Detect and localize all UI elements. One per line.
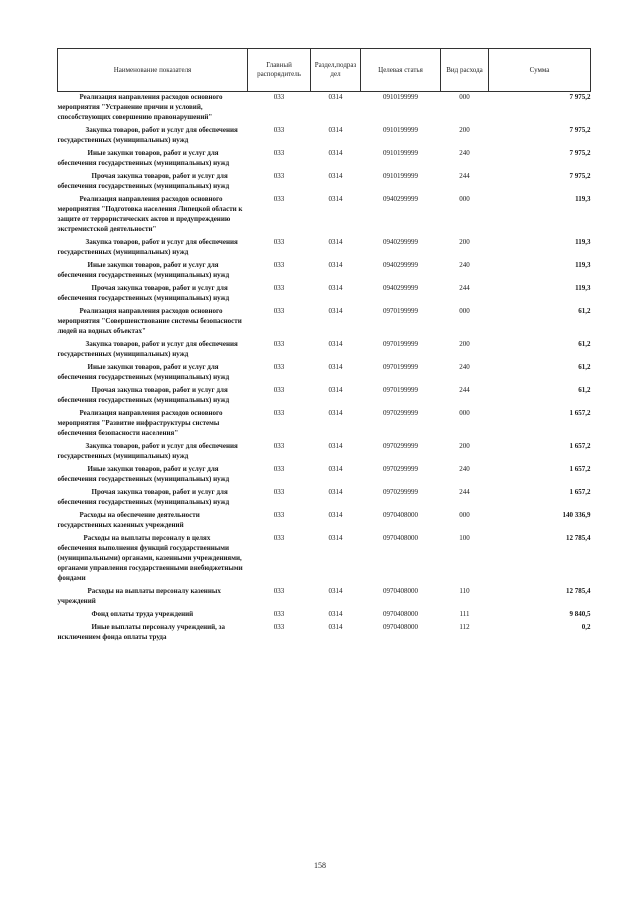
row-section: 0314 [328,623,343,631]
row-ras: 033 [273,261,285,269]
table-row [58,194,591,237]
row-name: Реализация направления расходов основного мероприятия "Устранение причин и условий, способствующих совершению правонарушений" [58,92,248,126]
row-name: Иные закупки товаров, работ и услуг для обеспечения государственных (муниципальных) нужд [57,149,230,167]
header-ras: Главный распорядитель [248,49,311,92]
page-number: 158 [314,861,326,870]
row-ras: 033 [273,195,285,203]
row-ras: 033 [273,149,285,157]
row-sum: 119,3 [575,261,591,269]
table-row [58,408,591,441]
row-section: 0314 [328,534,343,542]
row-section: 0314 [328,409,343,417]
row-target: 0970199999 [383,307,418,315]
table-row [58,510,591,533]
row-sum: 119,3 [575,284,591,292]
row-sum: 119,3 [575,195,591,203]
row-sum: 1 657,2 [569,488,591,496]
table-row [58,260,591,283]
row-name: Реализация направления расходов основного мероприятия "Подготовка населения Липецкой области к защите от террористических актов и предупреждению экстремистской деятельности" [57,195,243,233]
header-section: Раздел,подраз дел [311,49,361,92]
row-type: 200 [459,238,470,246]
row-ras: 033 [273,409,285,417]
row-type: 244 [459,386,470,394]
row-type: 200 [459,442,470,450]
row-type: 240 [459,465,470,473]
row-section: 0314 [328,284,343,292]
row-ras: 033 [273,172,285,180]
row-type: 240 [459,363,470,371]
row-name: Расходы на выплаты персоналу в целях обеспечения выполнения функций государственными (муниципальными) органами, казенными учреждениями, органами управления государственными внебюджетными фондами [57,534,243,582]
table-row [58,306,591,339]
table-row [58,464,591,487]
row-section: 0314 [328,363,343,371]
row-ras: 033 [273,238,285,246]
row-sum: 12 785,4 [566,534,591,542]
row-sum: 12 785,4 [566,587,591,595]
row-type: 244 [459,488,470,496]
table-row [58,339,591,362]
row-ras: 033 [273,284,285,292]
row-name: Прочая закупка товаров, работ и услуг для обеспечения государственных (муниципальных) нужд [57,284,230,302]
row-section: 0314 [328,442,343,450]
table-row [58,385,591,408]
table-row [58,283,591,306]
table-row [58,586,591,609]
row-section: 0314 [328,195,343,203]
row-target: 0970408000 [383,610,418,618]
row-section: 0314 [328,488,343,496]
header-target: Целевая статья [361,49,441,92]
row-type: 244 [459,172,470,180]
row-section: 0314 [328,610,343,618]
row-ras: 033 [273,534,285,542]
table-row [58,148,591,171]
table-row [58,622,591,645]
row-section: 0314 [328,340,343,348]
row-section: 0314 [328,238,343,246]
row-target: 0940299999 [383,284,418,292]
header-type: Вид расхода [441,49,489,92]
row-section: 0314 [328,126,343,134]
row-ras: 033 [273,386,285,394]
row-section: 0314 [311,92,361,126]
row-type: 200 [459,340,470,348]
row-name: Закупка товаров, работ и услуг для обеспечения государственных (муниципальных) нужд [57,238,238,256]
row-ras: 033 [273,340,285,348]
row-target: 0970408000 [383,623,418,631]
row-name: Закупка товаров, работ и услуг для обеспечения государственных (муниципальных) нужд [57,442,238,460]
row-ras: 033 [248,92,311,126]
row-ras: 033 [273,442,285,450]
row-sum: 7 975,2 [489,92,591,126]
row-sum: 61,2 [578,363,591,371]
header-sum: Сумма [489,49,591,92]
table-row [58,533,591,586]
row-type: 200 [459,126,470,134]
row-name: Иные закупки товаров, работ и услуг для обеспечения государственных (муниципальных) нужд [57,363,230,381]
row-type: 000 [459,307,470,315]
table-row [58,362,591,385]
row-ras: 033 [273,363,285,371]
row-target: 0970408000 [383,534,418,542]
row-type: 240 [459,261,470,269]
row-type: 112 [459,623,470,631]
row-target: 0970199999 [383,340,418,348]
row-name: Фонд оплаты труда учреждений [91,610,194,618]
row-target: 0970199999 [383,386,418,394]
table-header [58,49,591,92]
row-target: 0970299999 [383,442,418,450]
row-name: Прочая закупка товаров, работ и услуг для обеспечения государственных (муниципальных) нужд [57,172,230,190]
table-body [58,92,591,646]
row-name: Расходы на обеспечение деятельности государственных казенных учреждений [57,511,200,529]
row-type: 244 [459,284,470,292]
row-target: 0940299999 [383,238,418,246]
row-type: 000 [459,511,470,519]
row-section: 0314 [328,261,343,269]
table-row [58,125,591,148]
row-section: 0314 [328,465,343,473]
row-target: 0970299999 [383,488,418,496]
row-name: Иные закупки товаров, работ и услуг для обеспечения государственных (муниципальных) нужд [57,261,230,279]
row-type: 110 [459,587,470,595]
row-section: 0314 [328,149,343,157]
row-ras: 033 [273,307,285,315]
row-name: Закупка товаров, работ и услуг для обеспечения государственных (муниципальных) нужд [57,126,238,144]
row-sum: 140 336,9 [562,511,591,519]
row-sum: 119,3 [575,238,591,246]
row-target: 0910199999 [361,92,441,126]
row-target: 0940299999 [383,261,418,269]
row-sum: 7 975,2 [569,126,591,134]
header-name: Наименование показателя [58,49,248,92]
row-sum: 1 657,2 [569,409,591,417]
table-row [58,609,591,622]
row-target: 0970408000 [383,587,418,595]
budget-table [57,48,591,645]
table-row [58,237,591,260]
row-type: 240 [459,149,470,157]
row-sum: 61,2 [578,307,591,315]
row-name: Иные закупки товаров, работ и услуг для обеспечения государственных (муниципальных) нужд [57,465,230,483]
row-target: 0970299999 [383,465,418,473]
row-section: 0314 [328,511,343,519]
row-sum: 7 975,2 [569,172,591,180]
table-row [58,171,591,194]
row-type: 000 [441,92,489,126]
row-sum: 0,2 [581,623,591,631]
row-ras: 033 [273,587,285,595]
row-sum: 9 840,5 [569,610,591,618]
row-type: 100 [459,534,470,542]
row-type: 111 [459,610,470,618]
row-section: 0314 [328,587,343,595]
row-section: 0314 [328,172,343,180]
row-name: Реализация направления расходов основного мероприятия "Развитие инфраструктуры системы обеспечения безопасности населения" [57,409,223,437]
row-type: 000 [459,195,470,203]
row-sum: 61,2 [578,386,591,394]
row-section: 0314 [328,307,343,315]
row-target: 0970408000 [383,511,418,519]
row-name: Закупка товаров, работ и услуг для обеспечения государственных (муниципальных) нужд [57,340,238,358]
row-target: 0910199999 [383,172,418,180]
row-ras: 033 [273,623,285,631]
row-name: Прочая закупка товаров, работ и услуг для обеспечения государственных (муниципальных) нужд [57,386,230,404]
row-sum: 1 657,2 [569,442,591,450]
row-name: Прочая закупка товаров, работ и услуг для обеспечения государственных (муниципальных) нужд [57,488,230,506]
row-ras: 033 [273,465,285,473]
row-ras: 033 [273,488,285,496]
row-sum: 7 975,2 [569,149,591,157]
row-ras: 033 [273,610,285,618]
row-sum: 61,2 [578,340,591,348]
row-ras: 033 [273,511,285,519]
table-row [58,92,591,126]
row-target: 0910199999 [383,149,418,157]
row-name: Расходы на выплаты персоналу казенных учреждений [57,587,221,605]
row-target: 0910199999 [383,126,418,134]
row-section: 0314 [328,386,343,394]
table-row [58,487,591,510]
row-sum: 1 657,2 [569,465,591,473]
row-target: 0970199999 [383,363,418,371]
row-ras: 033 [273,126,285,134]
row-target: 0940299999 [383,195,418,203]
row-target: 0970299999 [383,409,418,417]
row-name: Иные выплаты персоналу учреждений, за исключением фонда оплаты труда [57,623,225,641]
row-name: Реализация направления расходов основного мероприятия "Совершенствование системы безопасности людей на водных объектах" [57,307,242,335]
row-type: 000 [459,409,470,417]
table-row [58,441,591,464]
